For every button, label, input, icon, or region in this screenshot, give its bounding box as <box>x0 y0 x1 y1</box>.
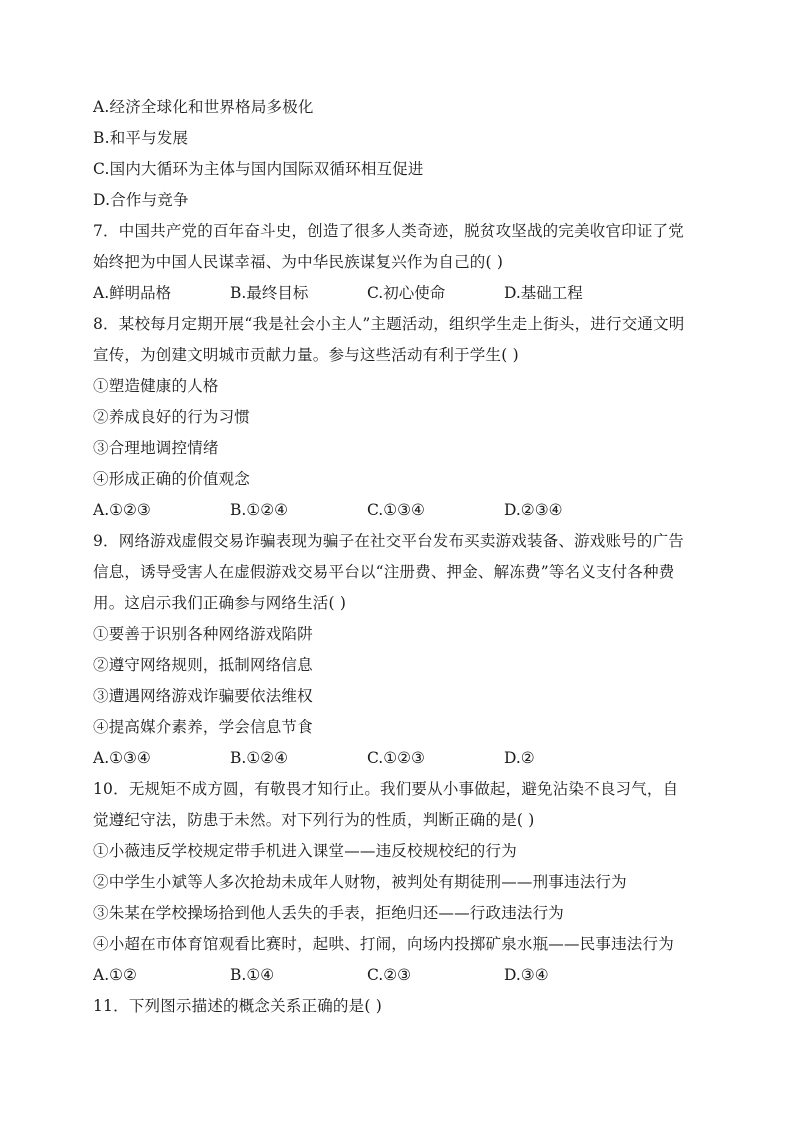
answer-options <box>93 278 705 309</box>
question-stem-line: 始终把为中国人民谋幸福、为中华民族谋复兴作为自己的( ) <box>93 253 504 271</box>
question-11 <box>93 991 705 1022</box>
answer-options <box>93 960 705 991</box>
option-b: B.①②④ <box>230 749 289 767</box>
question-9 <box>93 526 705 774</box>
question-8 <box>93 309 705 526</box>
option-b: B.①②④ <box>230 501 289 519</box>
question-stem-line: 8．某校每月定期开展“我是社会小主人”主题活动，组织学生走上街头，进行交通文明 <box>93 315 685 333</box>
option-c: C.①②③ <box>367 749 425 767</box>
option-c: C.国内大循环为主体与国内国际双循环相互促进 <box>93 160 424 178</box>
document-page <box>93 92 705 1022</box>
option-c: C.②③ <box>367 966 412 984</box>
answer-options <box>93 495 705 526</box>
statement-2: ②中学生小斌等人多次抢劫未成年人财物，被判处有期徒刑——刑事违法行为 <box>93 873 627 891</box>
question-stem-line: 11．下列图示描述的概念关系正确的是( ) <box>93 997 382 1015</box>
question-6-options <box>93 92 705 216</box>
option-a: A.①②③ <box>93 501 151 519</box>
statement-1: ①要善于识别各种网络游戏陷阱 <box>93 625 313 643</box>
question-stem-line: 10．无规矩不成方圆，有敬畏才知行止。我们要从小事做起，避免沾染不良习气，自 <box>93 780 679 798</box>
statement-4: ④提高媒介素养，学会信息节食 <box>93 718 313 736</box>
option-d: D.合作与竞争 <box>93 191 189 209</box>
option-d: D.基础工程 <box>504 284 583 302</box>
option-d: D.③④ <box>504 966 549 984</box>
option-d: D.②③④ <box>504 501 563 519</box>
option-c: C.①③④ <box>367 501 425 519</box>
option-d: D.② <box>504 749 535 767</box>
question-stem-line: 觉遵纪守法，防患于未然。对下列行为的性质，判断正确的是( ) <box>93 811 535 829</box>
question-stem-line: 信息，诱导受害人在虚假游戏交易平台以“注册费、押金、解冻费”等名义支付各种费 <box>93 563 675 581</box>
statement-1: ①小薇违反学校规定带手机进入课堂——违反校规校纪的行为 <box>93 842 517 860</box>
statement-1: ①塑造健康的人格 <box>93 377 219 395</box>
option-a: A.①② <box>93 966 137 984</box>
question-stem-line: 9．网络游戏虚假交易诈骗表现为骗子在社交平台发布买卖游戏装备、游戏账号的广告 <box>93 532 684 550</box>
statement-4: ④形成正确的价值观念 <box>93 470 251 488</box>
option-b: B.最终目标 <box>230 284 309 302</box>
question-stem-line: 7．中国共产党的百年奋斗史，创造了很多人类奇迹，脱贫攻坚战的完美收官印证了党 <box>93 222 684 240</box>
option-b: B.和平与发展 <box>93 129 189 147</box>
statement-3: ③遭遇网络游戏诈骗要依法维权 <box>93 687 313 705</box>
statement-2: ②养成良好的行为习惯 <box>93 408 251 426</box>
option-c: C.初心使命 <box>367 284 446 302</box>
statement-2: ②遵守网络规则，抵制网络信息 <box>93 656 313 674</box>
answer-options <box>93 743 705 774</box>
question-stem-line: 用。这启示我们正确参与网络生活( ) <box>93 594 347 612</box>
option-a: A.经济全球化和世界格局多极化 <box>93 98 314 116</box>
statement-3: ③合理地调控情绪 <box>93 439 219 457</box>
option-a: A.鲜明品格 <box>93 284 172 302</box>
question-stem-line: 宣传，为创建文明城市贡献力量。参与这些活动有利于学生( ) <box>93 346 519 364</box>
option-b: B.①④ <box>230 966 275 984</box>
statement-4: ④小超在市体育馆观看比赛时，起哄、打闹，向场内投掷矿泉水瓶——民事违法行为 <box>93 935 674 953</box>
question-7 <box>93 216 705 309</box>
statement-3: ③朱某在学校操场拾到他人丢失的手表，拒绝归还——行政违法行为 <box>93 904 565 922</box>
option-a: A.①③④ <box>93 749 151 767</box>
question-10 <box>93 774 705 991</box>
